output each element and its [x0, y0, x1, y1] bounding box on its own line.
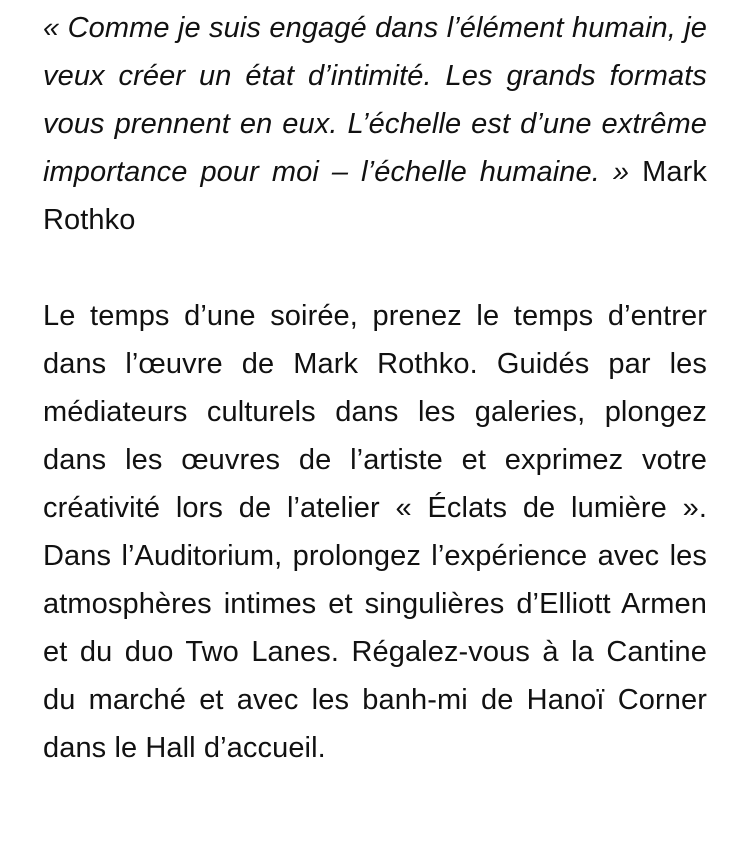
- paragraph-spacer: [43, 244, 707, 292]
- event-description: Le temps d’une soirée, prenez le temps d’entrer dans l’œuvre de Mark Rothko. Guidés par les médiateurs culturels dans les galeries, plongez dans les œuvres de l’artiste et exprimez votre créativité lors de l’atelier « Éclats de lumière ». Dans l’Auditorium, prolongez l’expérience avec les atmosphères intimes et singulières d’Elliott Armen et du duo Two Lanes. Régalez-vous à la Cantine du marché et avec les banh-mi de Hanoï Corner dans le Hall d’accueil.: [43, 300, 707, 764]
- article-content: [43, 4, 707, 772]
- quote-text: « Comme je suis engagé dans l’élément humain, je veux créer un état d’intimité. Les grands formats vous prennent en eux. L’échelle est d’une extrême importance pour moi – l’échelle humaine. »: [43, 12, 707, 188]
- quote-author: Mark Rothko: [43, 156, 707, 236]
- quote-paragraph: [43, 4, 707, 244]
